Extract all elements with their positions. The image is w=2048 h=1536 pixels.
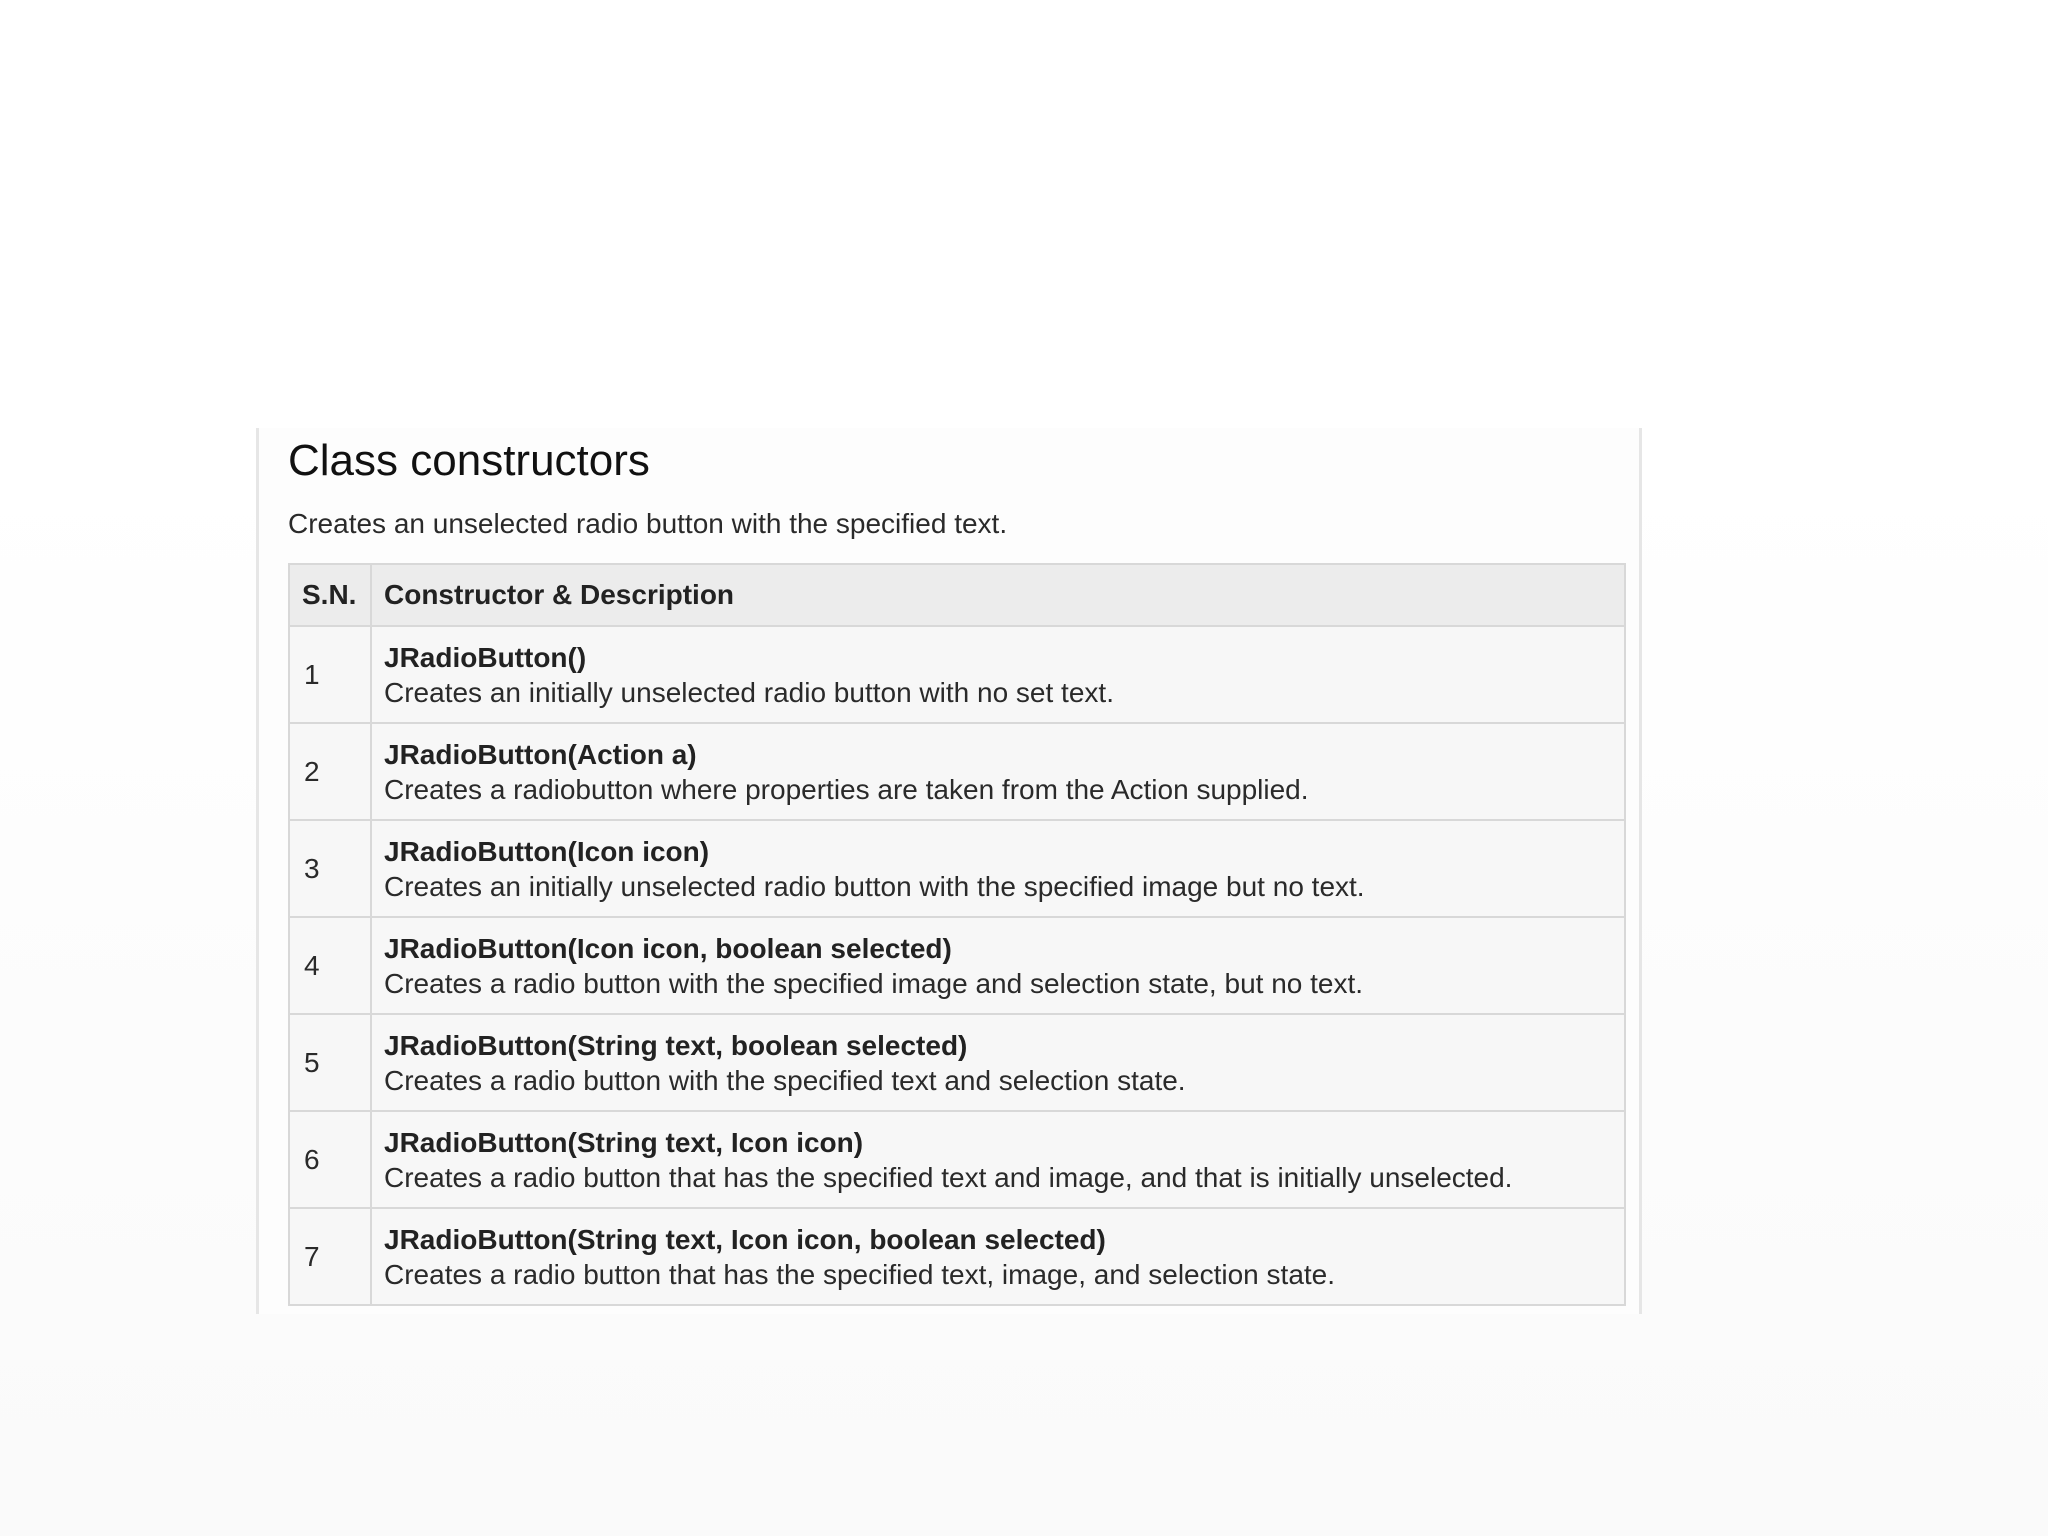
row-sn: 4	[289, 917, 371, 1014]
constructor-name: JRadioButton(Icon icon, boolean selected)	[384, 932, 952, 964]
constructor-description: Creates a radio button with the specified image and selection state, but no text.	[384, 967, 1364, 999]
constructor-description: Creates a radio button that has the specified text, image, and selection state.	[384, 1258, 1336, 1290]
table-row	[289, 1014, 1625, 1111]
row-sn: 6	[289, 1111, 371, 1208]
constructor-name: JRadioButton(String text, Icon icon, boolean selected)	[384, 1223, 1106, 1255]
table-row	[289, 1208, 1625, 1305]
row-sn: 1	[289, 626, 371, 723]
row-content	[371, 1208, 1625, 1305]
table-row	[289, 626, 1625, 723]
header-description: Constructor & Description	[371, 564, 1625, 626]
row-content	[371, 917, 1625, 1014]
header-sn: S.N.	[289, 564, 371, 626]
row-content	[371, 723, 1625, 820]
row-content	[371, 1111, 1625, 1208]
table-row	[289, 723, 1625, 820]
constructor-description: Creates a radio button that has the specified text and image, and that is initially unselected.	[384, 1161, 1513, 1193]
table-row	[289, 917, 1625, 1014]
row-sn: 2	[289, 723, 371, 820]
table-header-row	[289, 564, 1625, 626]
table-row	[289, 1111, 1625, 1208]
row-sn: 3	[289, 820, 371, 917]
constructor-name: JRadioButton()	[384, 641, 587, 673]
row-content	[371, 626, 1625, 723]
constructor-name: JRadioButton(String text, Icon icon)	[384, 1126, 864, 1158]
constructor-description: Creates an initially unselected radio button with the specified image but no text.	[384, 870, 1365, 902]
section-subtitle: Creates an unselected radio button with the specified text.	[288, 508, 1008, 539]
row-sn: 5	[289, 1014, 371, 1111]
constructor-name: JRadioButton(Action a)	[384, 738, 697, 770]
constructor-name: JRadioButton(String text, boolean selected)	[384, 1029, 968, 1061]
constructors-table	[288, 563, 1626, 1306]
content-panel	[256, 428, 1642, 1314]
constructor-name: JRadioButton(Icon icon)	[384, 835, 710, 867]
table-row	[289, 820, 1625, 917]
constructor-description: Creates a radio button with the specified text and selection state.	[384, 1064, 1186, 1096]
row-content	[371, 1014, 1625, 1111]
section-title: Class constructors	[288, 436, 650, 485]
row-sn: 7	[289, 1208, 371, 1305]
row-content	[371, 820, 1625, 917]
constructor-description: Creates a radiobutton where properties are taken from the Action supplied.	[384, 773, 1309, 805]
constructor-description: Creates an initially unselected radio button with no set text.	[384, 676, 1114, 708]
